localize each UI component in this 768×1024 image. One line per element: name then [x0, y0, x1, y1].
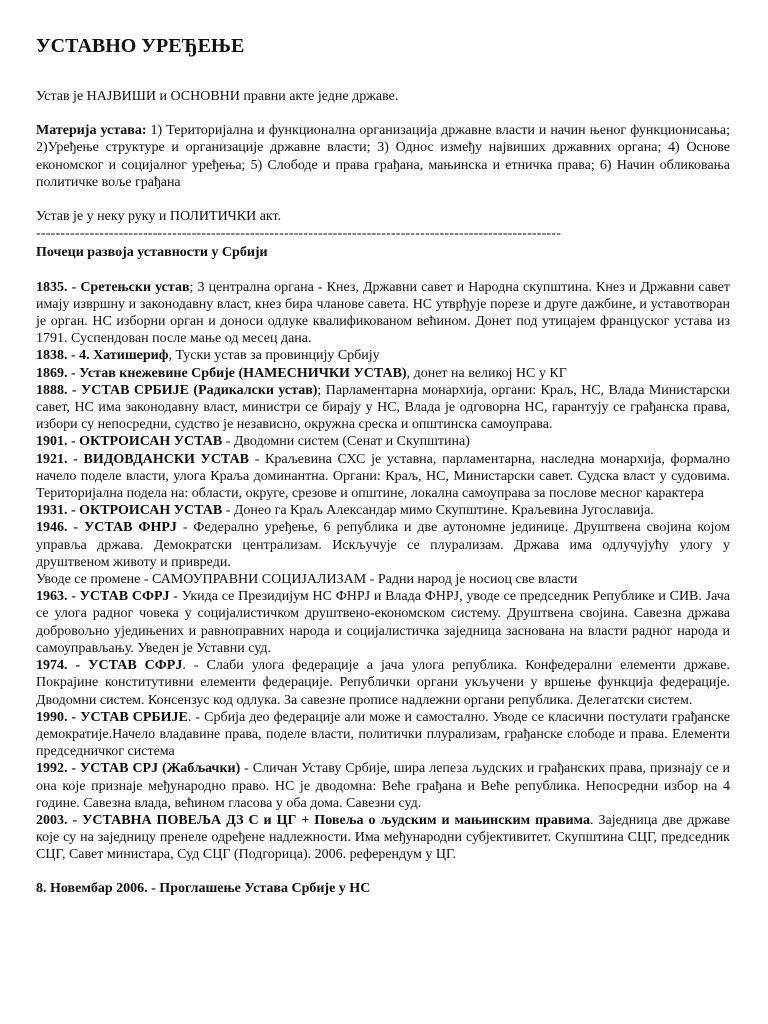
final-line-text: 8. Новембар 2006. - Проглашење Устава Србије у НС	[36, 880, 371, 896]
materija-label: Материја устава:	[36, 123, 147, 139]
entry-year-title: 1990. - УСТАВ СРБИЈЕ	[36, 709, 188, 725]
entry-year-title: 2003. - УСТАВНА ПОВЕЉА ДЗ С и ЦГ + Повеља о људским и мањинским правима	[36, 812, 590, 828]
timeline-entry	[36, 657, 730, 709]
timeline-entry	[36, 760, 730, 812]
entry-text: - Федерално уређење, 6 република и две аутономне јединице. Друштвена својина којом управља држава. Демократски централизам. Искључује се плурализам. Држава има одлучујућу улогу у друштвеном животу и привреди.	[36, 520, 731, 570]
entry-year-title: 1838. - 4. Хатишериф	[36, 348, 169, 364]
timeline-entry	[36, 571, 730, 588]
document-title: УСТАВНО УРЕЂЕЊЕ	[36, 35, 245, 57]
entry-text: , донет на великој НС у КГ	[406, 365, 567, 381]
entry-year-title: 1901. - ОКТРОИСАН УСТАВ	[36, 434, 223, 450]
materija-text: 1) Територијална и функционална организација државне власти и начин њеног функционисања; 2)Уређење структуре и организације државне власти; 3) Однос између највиших државних органа; 4) Основе економског и социјалног уређења; 5) Слободе и права грађана, мањинска и етничка права; 6) Начин обликовања политичке воље грађана	[36, 123, 731, 190]
section-heading-text: Почеци развоја уставности у Србији	[36, 245, 268, 261]
entry-text: , Туски устав за провинцију Србију	[168, 348, 380, 364]
materija-paragraph	[36, 122, 730, 191]
timeline-entry	[36, 812, 730, 864]
entry-year-title: 1974. - УСТАВ СФРЈ	[36, 658, 183, 674]
entry-year-title: 1946. - УСТАВ ФНРЈ	[36, 520, 177, 536]
section-heading	[36, 244, 730, 261]
entry-text: . Заједница две државе које су на заједницу пренеле одређене надлежности. Има међународни субјективитет. Скупштина СЦГ, председник СЦГ, Савет министара, Суд СЦГ (Подгорица). 2006. референдум у ЦГ.	[36, 812, 730, 863]
timeline-entry	[36, 502, 730, 519]
intro-paragraph: Устав је НАЈВИШИ и ОСНОВНИ правни акте једне државе.	[36, 89, 399, 104]
political-act-paragraph: Устав је у неку руку и ПОЛИТИЧКИ акт.	[36, 209, 282, 225]
constitution-timeline	[36, 279, 730, 864]
entry-year-title: 1869. - Устав кнежевине Србије (НАМЕСНИЧКИ УСТАВ)	[36, 365, 407, 381]
timeline-entry	[36, 347, 730, 364]
timeline-entry	[36, 279, 730, 348]
timeline-entry	[36, 382, 730, 434]
entry-text: Уводе се промене - САМОУПРАВНИ СОЦИЈАЛИЗАМ - Радни народ је носиоц све власти	[36, 572, 578, 588]
entry-text: - Донео га Краљ Александар мимо Скупштине. Краљевина Југославија.	[222, 503, 654, 519]
entry-text: ; Парламентарна монархија, органи: Краљ, НС, Влада Министарски савет, НС има законодавну власт, министри се бирају у НС, Влада је одговорна НС, гарантују се грађанска права, избори су непосредни, судство је независно, окружна среска и општинска самоуправа.	[36, 382, 730, 433]
entry-year-title: 1921. - ВИДОВДАНСКИ УСТАВ	[36, 451, 250, 467]
entry-year-title: 1963. - УСТАВ СФРЈ	[36, 589, 170, 605]
entry-text: - Укида се Президијум НС ФНРЈ и Влада ФНРЈ, уводе се председник Републике и СИВ. Јача се улога радног човека у социјалистичком друштвено-економском систему. Друштвена својина. Савезна држава добровољно уједињених и равноправних народа и социјалистичка заједница заснована на власти радног народа и самоуправљању. Уведен је Уставни суд.	[36, 589, 730, 656]
timeline-entry	[36, 709, 730, 761]
entry-year-title: 1931. - ОКТРОИСАН УСТАВ	[36, 503, 223, 519]
entry-text: - Краљевина СХС је уставна, парламентарна, наследна монархија, формално начело поделе власти, улога Краља доминантна. Органи: Краљ, НС, Министарски савет. Судска власт у судовима. Територијална подела на: области, округе, срезове и општине, локална самоуправа за послове месног карактера	[36, 451, 730, 502]
timeline-entry	[36, 451, 730, 503]
timeline-entry	[36, 588, 730, 657]
entry-year-title: 1992. - УСТАВ СРЈ (Жабљачки)	[36, 761, 241, 777]
timeline-entry	[36, 519, 730, 571]
entry-year-title: 1835. - Сретењски устав	[36, 279, 190, 295]
entry-text: - Дводомни систем (Сенат и Скупштина)	[222, 434, 470, 450]
entry-text: . - Слаби улога федерације а јача улога република. Конфедерални елементи државе. Покрајине конститутивни елементи федерације. Републички органи укључени у вршење функција федерације. Дводомни систем. Консензус код одлука. За савезне прописе надлежни органи република. Делегатски систем.	[36, 658, 730, 708]
timeline-entry	[36, 433, 730, 450]
entry-text: . - Србија део федерације али може и самостално. Уводе се класични постулати грађанске демократије.Начело владавине права, поделе власти, политички плурализам, грађанске слободе и права. Елементи председничког система	[36, 709, 731, 760]
entry-text: ; 3 централна органа - Кнез, Државни савет и Народна скупштина. Кнез и Државни савет имају извршну и законодавну власт, кнез бира чланове савета. НС утврђује порезе и друге дажбине, и уставотворан је орган. НС изборни орган и доноси одлуке квалификованом већином. Донет под утицајем француског устава из 1791. Суспендован после мање од месец дана.	[36, 279, 731, 347]
timeline-entry	[36, 365, 730, 382]
separator-line: ------------------------------------------------------------------------------------------------------------	[36, 226, 562, 242]
final-line	[36, 880, 730, 897]
entry-text: - Сличан Уставу Србије, шира лепеза људских и грађанских права, признају се и она које признаје међународно право. НС је дводомна: Веће грађана и Веће република. Непосредни избор на 4 године. Савезна влада, већином гласова у оба дома. Савезни суд.	[36, 761, 730, 811]
entry-year-title: 1888. - УСТАВ СРБИЈЕ (Радикалски устав)	[36, 382, 318, 398]
